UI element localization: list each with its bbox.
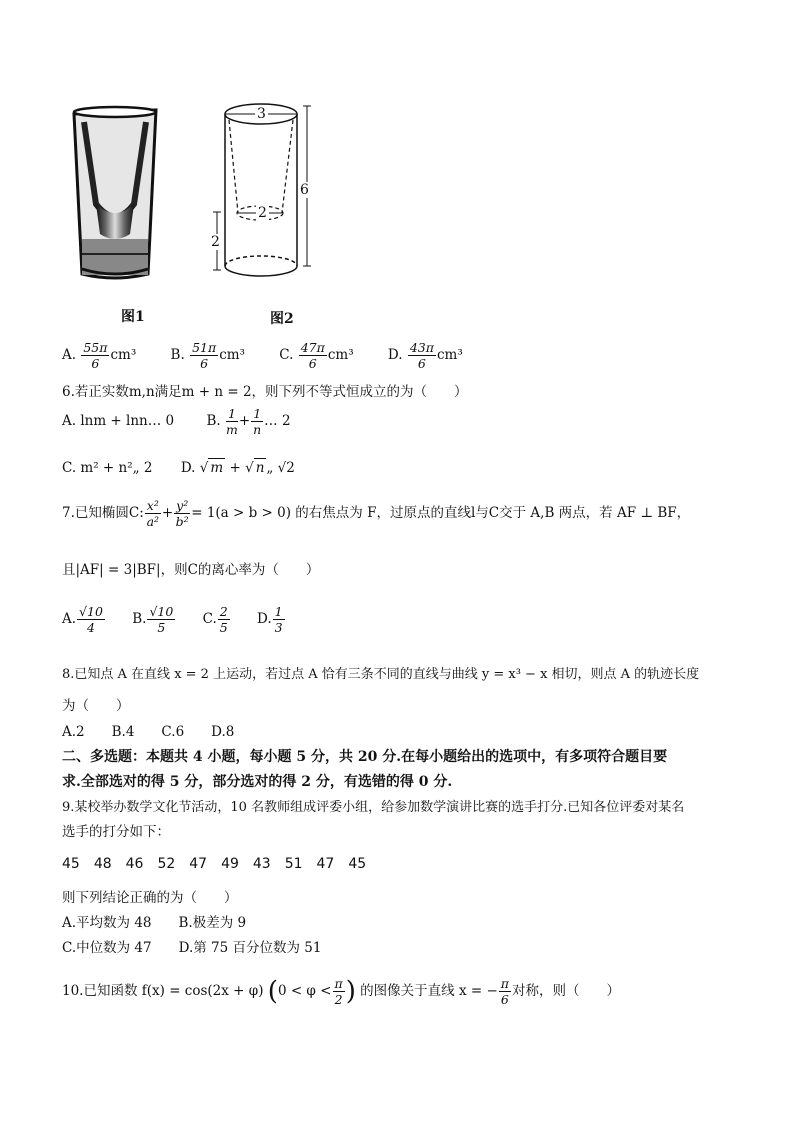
q8-stem-cont: 为（ ） xyxy=(62,698,130,714)
dim-height: 6 xyxy=(300,182,309,198)
q5-option-d[interactable]: D. $\frac{43\pi}{6}$ cm³ xyxy=(387,340,463,371)
q6-option-c[interactable]: C. m² + n²„ 2 xyxy=(62,460,153,476)
q7-options xyxy=(62,604,300,635)
dim-top-diameter: 3 xyxy=(257,106,266,122)
q5-option-c[interactable]: C. $\frac{47\pi}{6}$ cm³ xyxy=(279,340,354,371)
q8-stem: 8.已知点 A 在直线 x = 2 上运动，若过点 A 恰有三条不同的直线与曲线 y = x³ − x 相切，则点 A 的轨迹长度 xyxy=(62,667,700,682)
q7-option-a[interactable]: A. $\frac{√10}{4}$ xyxy=(62,604,103,635)
q5-option-b[interactable]: B. $\frac{51\pi}{6}$ cm³ xyxy=(170,340,245,371)
q9-options-cd[interactable]: C.中位数为 47 D.第 75 百分位数为 51 xyxy=(62,940,322,956)
q9-options-ab[interactable]: A.平均数为 48 B.极差为 9 xyxy=(62,915,247,931)
q7-option-b[interactable]: B. $\frac{√10}{5}$ xyxy=(132,604,174,635)
q7-condition: 且|AF| = 3|BF|，则C的离心率为（ ） xyxy=(62,562,320,578)
q5-option-a[interactable]: A. $\frac{55\pi}{6}$ cm³ xyxy=(62,340,137,371)
q7-option-d[interactable]: D. $\frac{1}{3}$ xyxy=(257,604,283,635)
q6-options-ab xyxy=(62,406,305,437)
q9-scores: 45 48 46 52 47 49 43 51 47 45 xyxy=(62,856,367,872)
q9-question: 则下列结论正确的为（ ） xyxy=(62,890,238,906)
q9-stem: 9.某校举办数学文化节活动，10 名教师组成评委小组，给参加数学演讲比赛的选手打分.已知各位评委对某名 xyxy=(62,800,685,815)
q7-option-c[interactable]: C. $\frac{2}{5}$ xyxy=(202,604,228,635)
q6-option-a[interactable]: A. lnm + lnn… 0 xyxy=(62,413,175,429)
q9-stem-cont: 选手的打分如下： xyxy=(62,824,170,840)
q6-stem: 6.若正实数m,n满足m + n = 2，则下列不等式恒成立的为（ ） xyxy=(62,384,468,400)
figure-1-caption: 图1 xyxy=(121,309,145,325)
q6-option-d[interactable]: D. √ m + √ n „ √2 xyxy=(180,460,295,476)
q5-options xyxy=(62,340,477,371)
q7-stem: 7.已知椭圆C: $\frac{\text{x²}}{\text{a²}}$ + $\frac{\text{y²}}{\text{b²}}$ = 1(a > b > 0) 的右焦点为 F，过原点的直线l与C交于 A,B 两点，若 AF ⊥ BF， xyxy=(62,498,691,529)
q6-options-cd xyxy=(62,458,309,477)
figure-2-caption: 图2 xyxy=(270,311,294,327)
q10-stem: 10.已知函数 f(x) = cos(2x + φ) (0 < φ < $\frac{\pi}{2}$ ) 的图像关于直线 x = − $\frac{\pi}{6}$ 对称，则（ ） xyxy=(62,976,621,1007)
section-heading-line2: 求.全部选对的得 5 分，部分选对的得 2 分，有选错的得 0 分. xyxy=(62,774,453,790)
dim-inner-diameter: 2 xyxy=(258,205,267,221)
section-heading-line1: 二、多选题：本题共 4 小题，每小题 5 分，共 20 分.在每小题给出的选项中，有多项符合题目要 xyxy=(62,749,668,765)
q6-option-b[interactable]: B. $\frac{1}{m}$ + $\frac{1}{n}$ … 2 xyxy=(206,406,291,437)
figure-1-glass xyxy=(70,104,160,284)
dim-base: 2 xyxy=(211,234,220,250)
q8-options[interactable]: A.2 B.4 C.6 D.8 xyxy=(62,724,235,740)
